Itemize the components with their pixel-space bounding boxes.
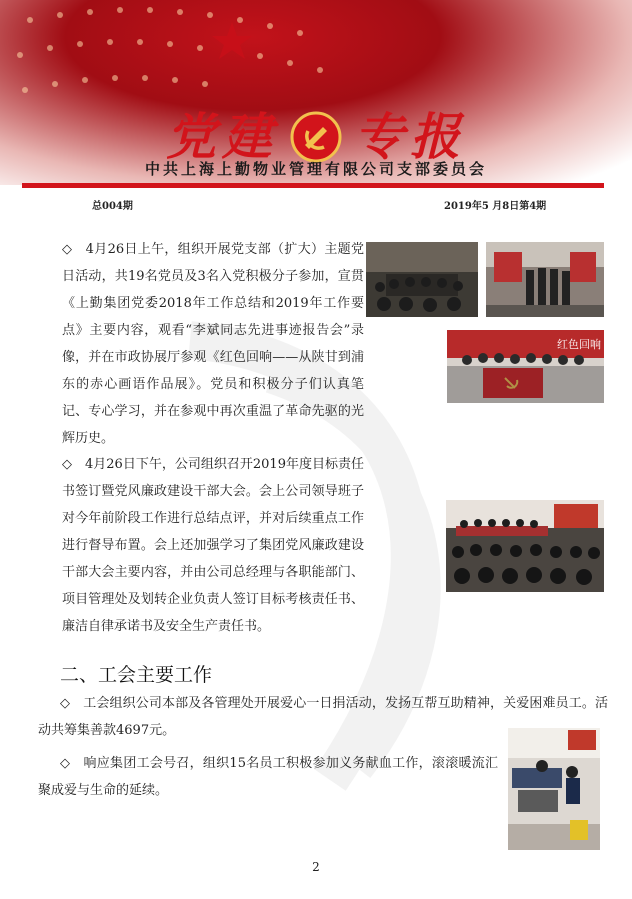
- paragraph-party-day: [62, 236, 364, 452]
- title-right: 专报: [354, 108, 466, 166]
- photo-group-with-flag: [447, 330, 604, 403]
- party-emblem-icon: [290, 111, 342, 163]
- photo-banner-text: 红色回响: [557, 338, 601, 351]
- issue-date: 2019年5 月8日第4期: [444, 201, 547, 212]
- section-title-union-work: 二、工会主要工作: [60, 664, 213, 686]
- paragraph-blood-donation-text: ◇ 响应集团工会号召，组织15名员工积极参加义务献血工作，滚滚暖流汇聚成爱与生命的延续。: [38, 756, 498, 798]
- header-divider: [22, 183, 604, 188]
- paragraph-blood-donation: [38, 750, 498, 804]
- title-left: 党建: [166, 108, 278, 166]
- photo-exhibition-hall: [486, 242, 604, 317]
- paragraph-party-day-text: ◇ 4月26日上午，组织开展党支部（扩大）主题党日活动，共19名党员及3名入党积极分子参加，宣贯《上勤集团党委2018年工作总结和2019年工作要点》主要内容，观看“李斌同志先进事迹报告会”录像，并在市政协展厅参观《红色回响——从陕甘到浦东的赤心画语作品展》。党员和积极分子们认真笔记、专心学习，并在参观中再次重温了革命先驱的光辉历史。: [62, 242, 364, 446]
- paragraph-target-meeting-text: ◇ 4月26日下午，公司组织召开2019年度目标责任书签订暨党风廉政建设干部大会。会上公司领导班子对今年前阶段工作进行总结点评，并对后续重点工作进行督导布置。会上还加强学习了集团党风廉政建设干部大会主要内容，并由公司总经理与各职能部门、项目管理处及划转企业负责人签订目标考核责任书、廉洁自律承诺书及安全生产责任书。: [62, 457, 364, 634]
- photo-blood-donation: [508, 728, 600, 850]
- organization-name: 中共上海上勤物业管理有限公司支部委员会: [144, 160, 487, 178]
- page-number: 2: [312, 860, 320, 874]
- photo-cadre-conference: [446, 500, 604, 592]
- paragraph-target-meeting: [62, 451, 364, 640]
- paragraph-charity-donation-text: ◇ 工会组织公司本部及各管理处开展爱心一日捐活动，发扬互帮互助精神，关爱困难员工。活动共筹集善款4697元。: [38, 696, 608, 738]
- photo-meeting-room: [366, 242, 478, 317]
- issue-total: 总004期: [92, 201, 133, 212]
